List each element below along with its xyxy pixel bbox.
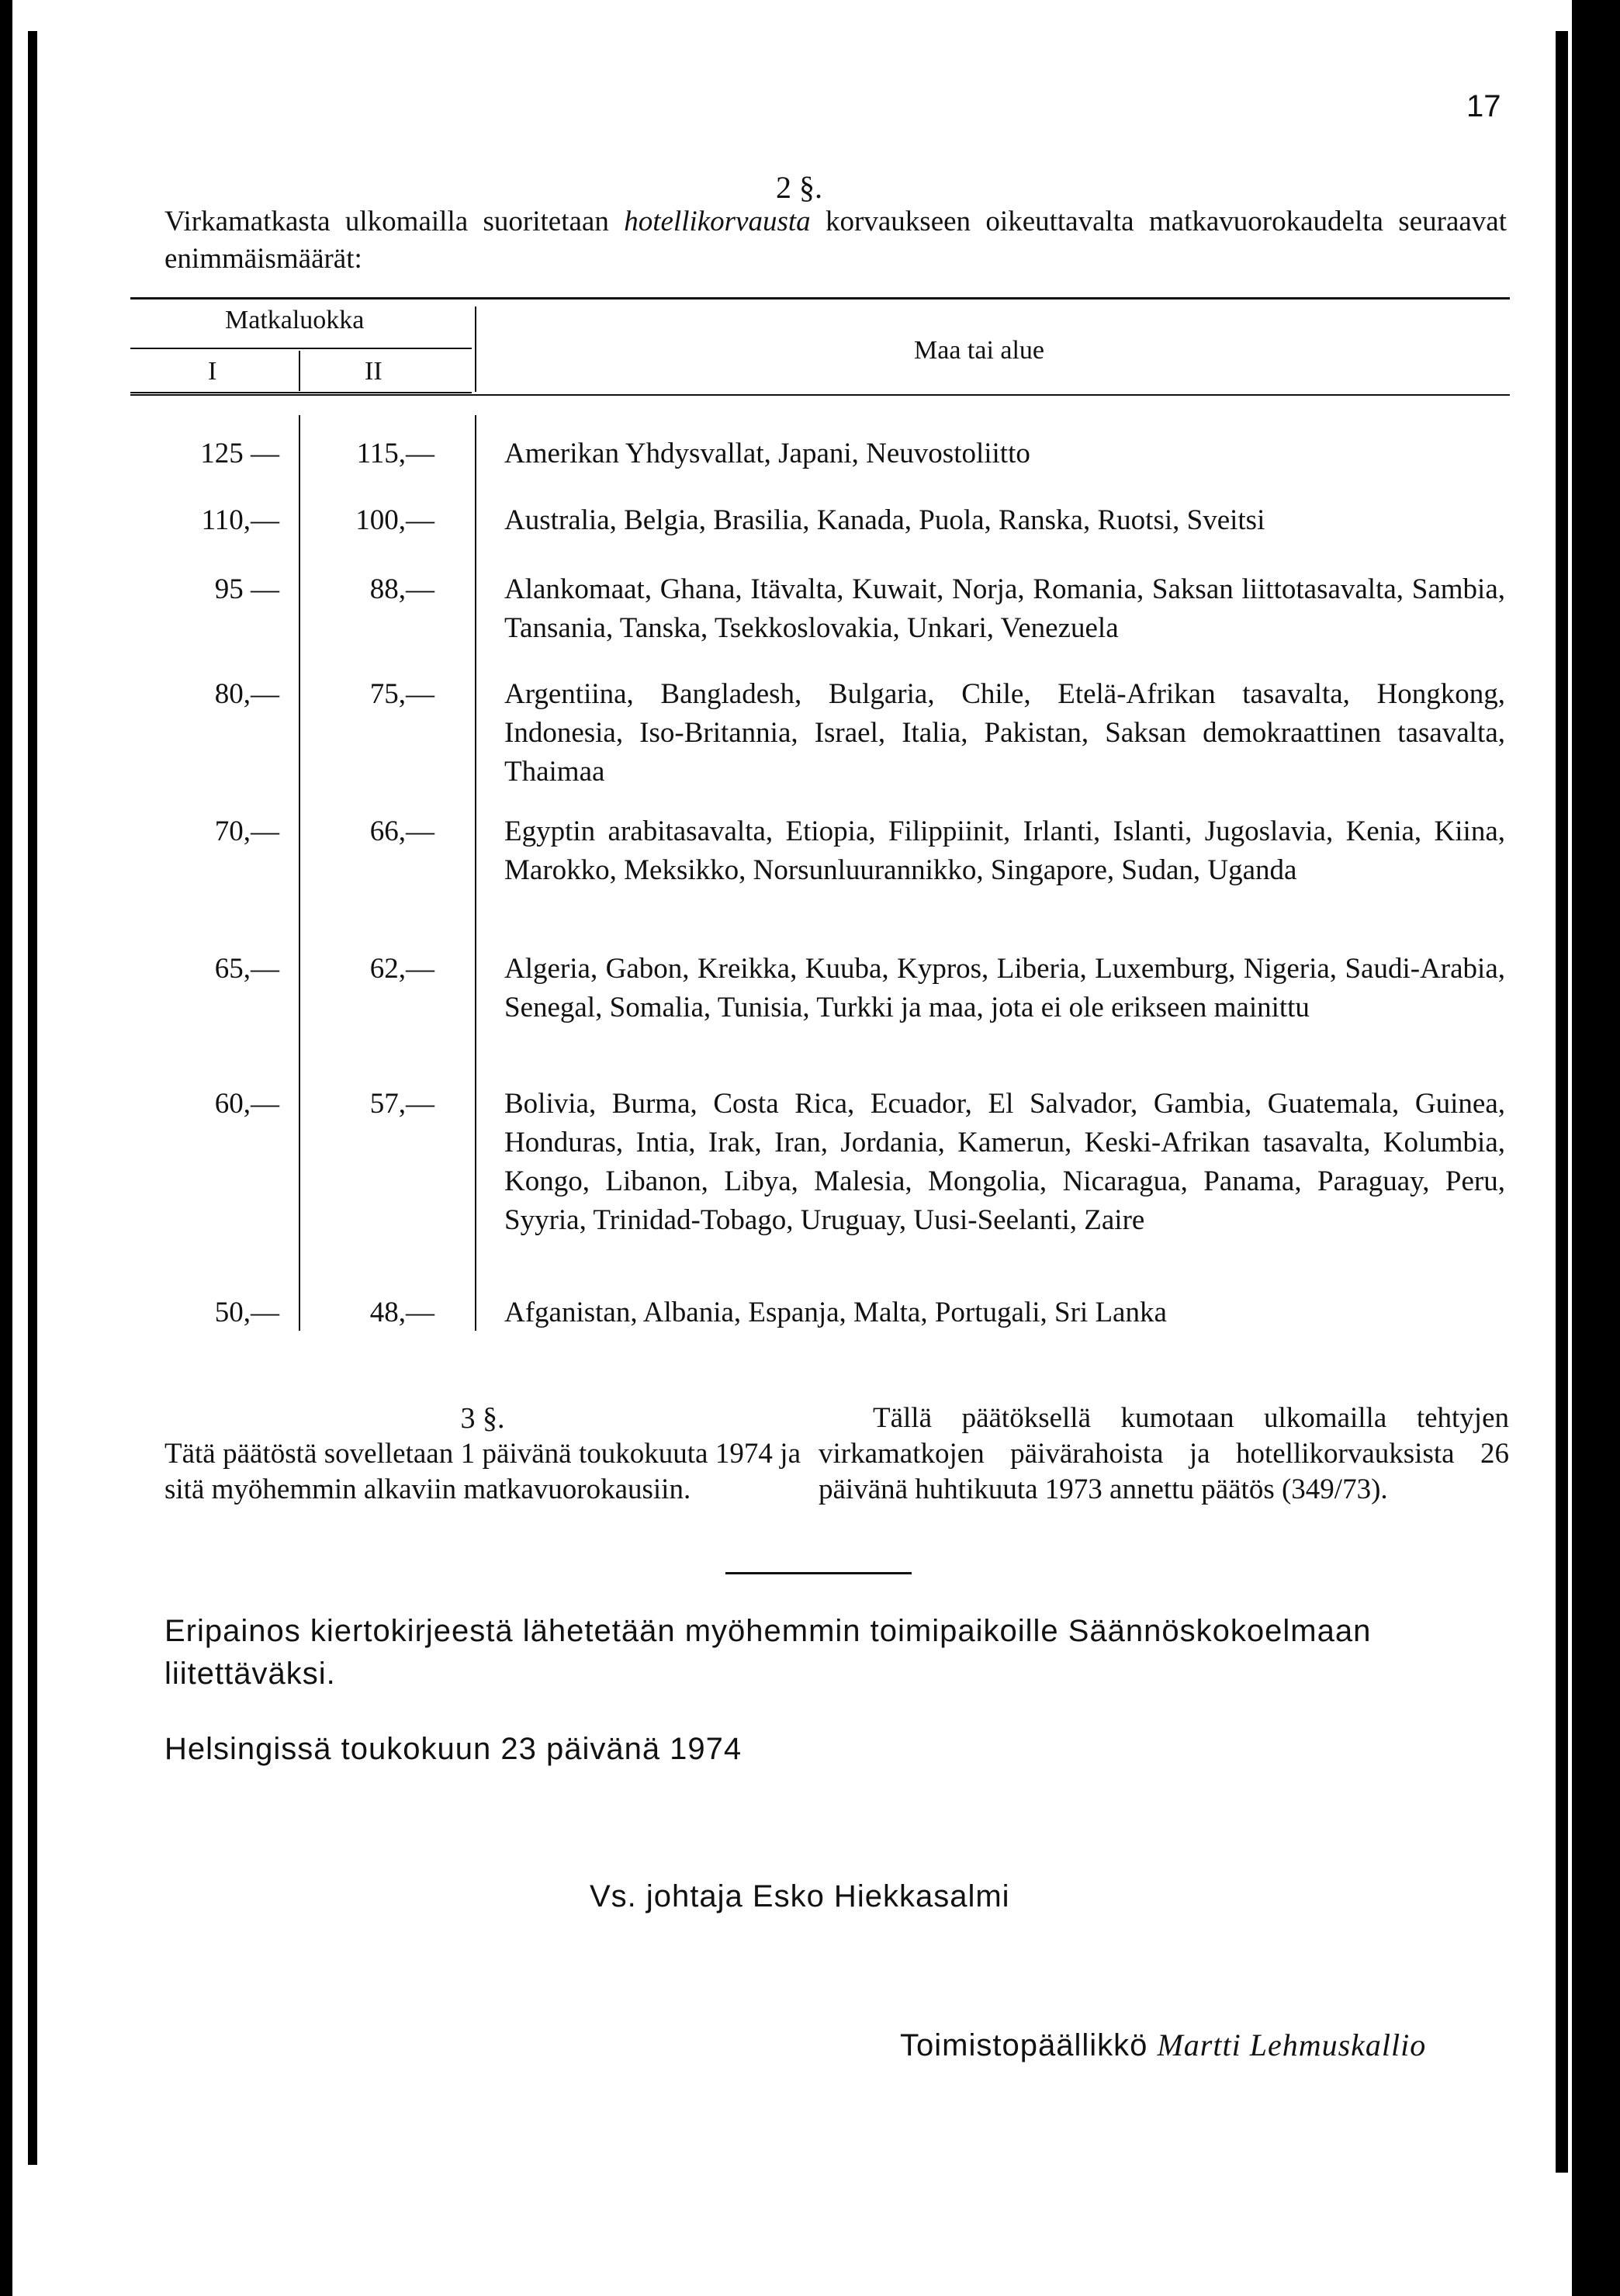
header-col-i: I [208, 357, 217, 386]
country-list: Bolivia, Burma, Costa Rica, Ecuador, El Salvador, Gambia, Guatemala, Guinea, Honduras, Intia, Irak, Iran, Jordania, Kamerun, Keski-Afrikan tasavalta, Kolumbia, Kongo, Libanon, Libya, Malesia, Mongolia, Nicaragua, Panama, Paraguay, Peru, Syyria, Trinidad-Tobago, Uruguay, Uusi-Seelanti, Zaire [504, 1088, 1505, 1236]
rate-class-i: 70,— [214, 816, 279, 847]
rate-class-ii: 66,— [369, 816, 434, 847]
rate-class-ii: 88,— [369, 573, 434, 605]
closing-note: Eripainos kiertokirjeestä lähetetään myöhemmin toimipaikoille Säännöskokoelmaan liitettäväksi. [164, 1614, 1372, 1691]
scan-border-left [0, 0, 12, 2296]
signer-name: Martti Lehmuskallio [1157, 2028, 1427, 2062]
country-list: Alankomaat, Ghana, Itävalta, Kuwait, Norja, Romania, Saksan liittotasavalta, Sambia, Tansania, Tanska, Tsekkoslovakia, Unkari, Venezuela [504, 573, 1505, 644]
scan-bar-right [1556, 31, 1568, 2173]
intro-emphasis: hotellikorvausta [624, 206, 811, 237]
section-2-heading: 2 §. [776, 170, 822, 205]
header-bottom-rule-left [130, 392, 472, 393]
signature-office-head [900, 2027, 1426, 2063]
scan-border-right [1572, 0, 1620, 2296]
rate-class-ii: 48,— [369, 1297, 434, 1328]
country-list: Egyptin arabitasavalta, Etiopia, Filippiinit, Irlanti, Islanti, Jugoslavia, Kenia, Kiina, Marokko, Meksikko, Norsunluurannikko, Singapore, Sudan, Uganda [504, 816, 1505, 886]
rate-class-ii: 62,— [369, 953, 434, 985]
rate-class-i: 95 — [214, 573, 279, 605]
rate-class-ii: 115,— [356, 438, 434, 469]
header-matkaluokka: Matkaluokka [225, 306, 365, 334]
rate-class-ii: 75,— [369, 678, 434, 710]
rate-class-i: 60,— [214, 1088, 279, 1120]
header-col-ii: II [365, 357, 382, 386]
country-list: Argentiina, Bangladesh, Bulgaria, Chile, Etelä-Afrikan tasavalta, Hongkong, Indonesia, Iso-Britannia, Israel, Italia, Pakistan, Saksan demokraattinen tasavalta, Thaimaa [504, 678, 1505, 788]
body-divider-countries [475, 415, 476, 1331]
page-number: 17 [1466, 89, 1501, 123]
rate-class-i: 65,— [214, 953, 279, 985]
header-subgroup-rule [130, 348, 472, 349]
rate-class-i: 110,— [201, 504, 279, 536]
header-col-countries: Maa tai alue [914, 336, 1045, 365]
repeal-clause [819, 1401, 1509, 1508]
header-divider-i-ii [299, 351, 300, 391]
body-divider-i-ii [299, 415, 300, 1331]
section-3-text: Tätä päätöstä sovelletaan 1 päivänä toukokuuta 1974 ja sitä myöhemmin alkaviin matkavuorokausiin. [164, 1438, 801, 1505]
signer-title: Toimistopäällikkö [900, 2028, 1148, 2062]
header-divider-countries [475, 306, 476, 392]
section-2-intro [164, 203, 1507, 278]
header-bottom-rule [130, 394, 1510, 396]
separator-rule [725, 1572, 912, 1574]
place-and-date: Helsingissä toukokuun 23 päivänä 1974 [164, 1732, 742, 1766]
rate-class-i: 50,— [214, 1297, 279, 1328]
country-list: Afganistan, Albania, Espanja, Malta, Portugali, Sri Lanka [504, 1297, 1167, 1328]
section-3 [164, 1401, 801, 1508]
rate-class-i: 80,— [214, 678, 279, 710]
intro-text-end: korvaukseen oikeuttavalta matkavuorokaudelta seuraavat enimmäismäärät: [164, 206, 1507, 275]
signature-director: Vs. johtaja Esko Hiekkasalmi [590, 1879, 1010, 1913]
rate-class-i: 125 — [200, 438, 279, 469]
section-3-heading: 3 §. [460, 1402, 505, 1435]
rate-class-ii: 57,— [369, 1088, 434, 1120]
repeal-text: Tällä päätöksellä kumotaan ulkomailla tehtyjen virkamatkojen päivärahoista ja hotellikorvauksista 26 päivänä huhtikuuta 1973 annettu päätös (349/73). [819, 1402, 1509, 1505]
country-list: Algeria, Gabon, Kreikka, Kuuba, Kypros, Liberia, Luxemburg, Nigeria, Saudi-Arabia, Senegal, Somalia, Tunisia, Turkki ja maa, jota ei ole erikseen mainittu [504, 953, 1505, 1023]
intro-text-start: Virkamatkasta ulkomailla suoritetaan [164, 206, 625, 237]
country-list: Amerikan Yhdysvallat, Japani, Neuvostoliitto [504, 438, 1030, 469]
rate-class-ii: 100,— [355, 504, 434, 536]
table-top-rule [130, 297, 1510, 300]
scan-bar-left [28, 31, 37, 2165]
country-list: Australia, Belgia, Brasilia, Kanada, Puola, Ranska, Ruotsi, Sveitsi [504, 504, 1265, 536]
